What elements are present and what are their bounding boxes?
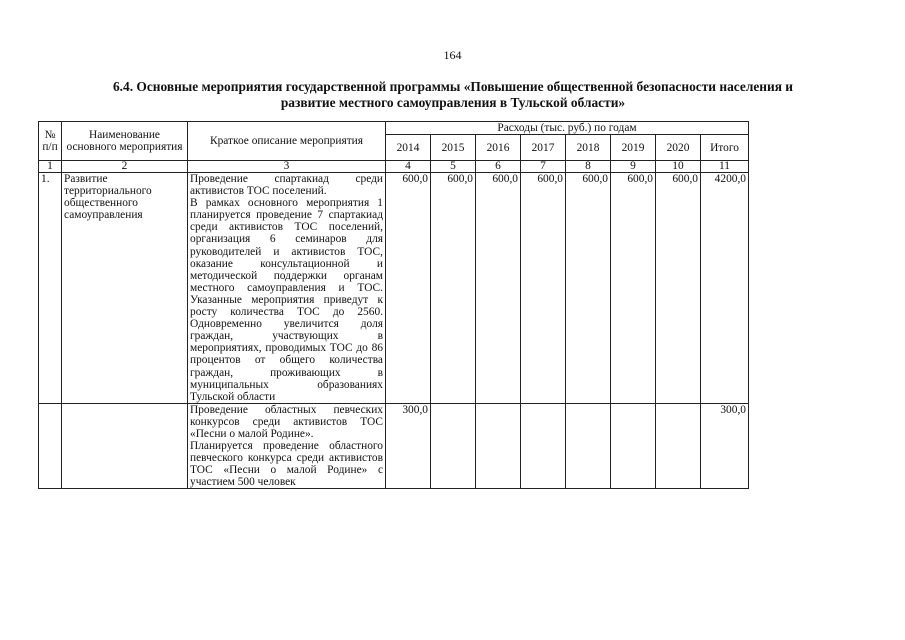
column-number: 1 bbox=[39, 161, 62, 173]
expense-value: 600,0 bbox=[566, 173, 611, 404]
header-year: 2019 bbox=[611, 135, 656, 161]
header-total: Итого bbox=[701, 135, 749, 161]
table-row bbox=[39, 173, 749, 404]
column-number: 4 bbox=[386, 161, 431, 173]
header-row-1 bbox=[39, 122, 749, 135]
expense-value: 600,0 bbox=[431, 173, 476, 404]
row-number: 1. bbox=[39, 173, 62, 404]
column-number: 8 bbox=[566, 161, 611, 173]
program-activities-table bbox=[38, 121, 749, 489]
column-number: 10 bbox=[656, 161, 701, 173]
activity-name: Развитие территориального общественного самоуправления bbox=[62, 173, 188, 404]
header-year: 2016 bbox=[476, 135, 521, 161]
expense-value: 600,0 bbox=[611, 173, 656, 404]
header-year: 2017 bbox=[521, 135, 566, 161]
expense-value bbox=[521, 403, 566, 489]
expense-total: 4200,0 bbox=[701, 173, 749, 404]
activity-description bbox=[188, 403, 386, 489]
activity-description bbox=[188, 173, 386, 404]
heading-line-1: 6.4. Основные мероприятия государственной программы «Повышение общественной безопасности населения и bbox=[112, 79, 794, 94]
expense-value: 600,0 bbox=[521, 173, 566, 404]
expense-value bbox=[431, 403, 476, 489]
header-no: № п/п bbox=[39, 122, 62, 161]
expense-value: 300,0 bbox=[386, 403, 431, 489]
row-number bbox=[39, 403, 62, 489]
column-number: 9 bbox=[611, 161, 656, 173]
header-name: Наименование основного мероприятия bbox=[62, 122, 188, 161]
expense-value bbox=[566, 403, 611, 489]
description-paragraph: Планируется проведение областного певческого конкурса среди активистов ТОС «Песни о малой Родине» с участием 500 человек bbox=[190, 440, 383, 489]
heading-line-2: развитие местного самоуправления в Тульской области» bbox=[280, 95, 626, 110]
header-year: 2018 bbox=[566, 135, 611, 161]
column-number: 11 bbox=[701, 161, 749, 173]
page-number: 164 bbox=[443, 48, 462, 62]
column-number: 7 bbox=[521, 161, 566, 173]
header-expenses-group: Расходы (тыс. руб.) по годам bbox=[386, 122, 749, 135]
column-number: 3 bbox=[188, 161, 386, 173]
header-year: 2014 bbox=[386, 135, 431, 161]
expense-value bbox=[611, 403, 656, 489]
header-year: 2020 bbox=[656, 135, 701, 161]
header-year: 2015 bbox=[431, 135, 476, 161]
expense-value bbox=[476, 403, 521, 489]
header-description: Краткое описание мероприятия bbox=[188, 122, 386, 161]
column-number-row bbox=[39, 161, 749, 173]
expense-value: 600,0 bbox=[386, 173, 431, 404]
description-paragraph: Проведение спартакиад среди активистов ТОС поселений. bbox=[190, 173, 383, 198]
expense-value bbox=[656, 403, 701, 489]
section-heading bbox=[38, 79, 868, 111]
activity-name bbox=[62, 403, 188, 489]
expense-total: 300,0 bbox=[701, 403, 749, 489]
description-paragraph: Проведение областных певческих конкурсов среди активистов ТОС «Песни о малой Родине». bbox=[190, 403, 383, 440]
table-row bbox=[39, 403, 749, 489]
expense-value: 600,0 bbox=[476, 173, 521, 404]
column-number: 6 bbox=[476, 161, 521, 173]
description-paragraph: В рамках основного мероприятия 1 планируется проведение 7 спартакиад среди активистов ТОС поселений, организация 6 семинаров для руководителей и активистов ТОС, оказание консультационной и методической поддержки органам местного самоуправления и ТОС. Указанные мероприятия приведут к росту количества ТОС до 2560. Одновременно увеличится доля граждан, участвующих в мероприятиях, проводимых ТОС до 86 процентов от общего количества граждан, проживающих в муниципальных образованиях Тульской области bbox=[190, 197, 383, 403]
column-number: 5 bbox=[431, 161, 476, 173]
expense-value: 600,0 bbox=[656, 173, 701, 404]
column-number: 2 bbox=[62, 161, 188, 173]
